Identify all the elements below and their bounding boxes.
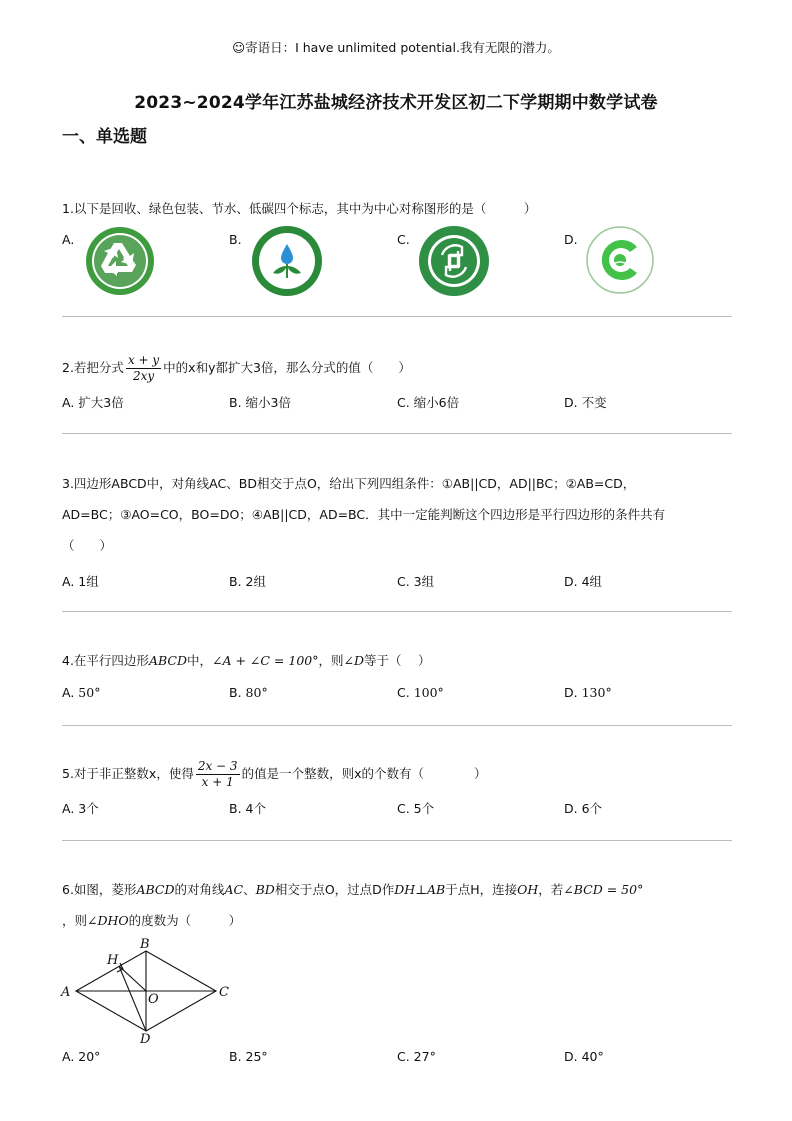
- water-drop-logo-icon: [250, 224, 324, 298]
- low-carbon-logo-icon: [418, 225, 490, 297]
- q4-option-c-label: C.: [397, 685, 410, 700]
- q6-line2-pre: ，则: [62, 913, 88, 928]
- q6-math-1: ABCD: [136, 882, 175, 897]
- q5-frac-denominator: x + 1: [201, 775, 234, 789]
- q6-text-1: 6.如图，菱形: [62, 882, 137, 897]
- q5-option-d: D. 6个: [564, 801, 603, 816]
- q6-text-6: ，若: [538, 882, 564, 897]
- q6-math-5: OH: [517, 882, 539, 897]
- label-o: O: [148, 992, 159, 1007]
- q3-option-c: C. 3组: [397, 574, 435, 589]
- q4-option-c-value: 100°: [413, 685, 444, 700]
- q4-option-a-value: 50°: [78, 685, 101, 700]
- q4-shape: ABCD: [148, 653, 187, 668]
- question-2-stem: [62, 351, 411, 385]
- q4-option-c: [397, 685, 444, 700]
- q2-frac-numerator: x + y: [127, 353, 160, 367]
- q4-stem-mid2: ，则: [318, 653, 344, 668]
- q5-option-c: C. 5个: [397, 801, 435, 816]
- q3-option-a: A. 1组: [62, 574, 99, 589]
- label-a: A: [61, 985, 71, 1000]
- q1-option-d-label: D.: [564, 232, 578, 247]
- q2-option-b: B. 缩小3倍: [229, 395, 291, 410]
- q1-option-b-label: B.: [229, 232, 242, 247]
- q5-option-a: A. 3个: [62, 801, 99, 816]
- q5-frac-numerator: 2x − 3: [197, 759, 238, 773]
- motto: ☺寄语日：I have unlimited potential.我有无限的潜力。: [232, 40, 560, 55]
- question-1-stem: 1.以下是回收、绿色包装、节水、低碳四个标志，其中为中心对称图形的是（ ）: [62, 201, 537, 216]
- section-heading: 一、单选题: [62, 127, 147, 147]
- green-packaging-logo-icon: [585, 225, 655, 295]
- q5-stem-post: 的值是一个整数，则x的个数有（ ）: [241, 766, 487, 781]
- q4-stem-mid: 中，: [186, 653, 212, 668]
- q2-fraction: [126, 353, 161, 384]
- divider: [62, 725, 732, 726]
- q6-text-2: 的对角线: [174, 882, 225, 897]
- q2-stem-pre: 2.若把分式: [62, 360, 124, 375]
- q6-math-2: AC: [224, 882, 244, 897]
- question-5-stem: [62, 757, 486, 791]
- q4-formula: ∠A + ∠C = 100°: [211, 653, 319, 668]
- q4-option-b-value: 80°: [245, 685, 268, 700]
- label-d: D: [140, 1032, 151, 1045]
- q5-stem-pre: 5.对于非正整数x，使得: [62, 766, 194, 781]
- q4-option-b-label: B.: [229, 685, 242, 700]
- divider: [62, 840, 732, 841]
- q6-text-3: 、: [243, 882, 256, 897]
- q4-option-a-label: A.: [62, 685, 75, 700]
- page-title: 2023~2024学年江苏盐城经济技术开发区初二下学期期中数学试卷: [134, 93, 658, 113]
- q2-option-d: D. 不变: [564, 395, 607, 410]
- q4-option-d: [564, 685, 612, 700]
- q5-fraction: [196, 759, 240, 790]
- q6-line2-post: 的度数为（ ）: [128, 913, 242, 928]
- label-b: B: [140, 937, 150, 952]
- q6-line2-math: ∠DHO: [87, 913, 129, 928]
- q4-stem-pre: 4.在平行四边形: [62, 653, 149, 668]
- q2-stem-post: 中的x和y都扩大3倍，那么分式的值（ ）: [163, 360, 411, 375]
- segment-oh: [119, 966, 146, 991]
- rhombus-diagram: [58, 935, 238, 1045]
- divider: [62, 433, 732, 434]
- q2-option-a: A. 扩大3倍: [62, 395, 124, 410]
- q4-target: ∠D: [343, 653, 364, 668]
- q3-option-b: B. 2组: [229, 574, 266, 589]
- label-h: H: [107, 953, 119, 968]
- question-3-line3: （ ）: [62, 538, 113, 553]
- q4-option-d-label: D.: [564, 685, 578, 700]
- question-4-stem: [62, 652, 430, 670]
- q6-math-3: BD: [255, 882, 275, 897]
- q1-option-c-label: C.: [397, 232, 410, 247]
- question-3-line2: AD=BC；③AO=CO，BO=DO；④AB||CD，AD=BC．其中一定能判断这个四边形是平行四边形的条件共有: [62, 507, 666, 522]
- q4-option-a: [62, 685, 100, 700]
- q2-option-c: C. 缩小6倍: [397, 395, 460, 410]
- divider: [62, 611, 732, 612]
- q6-math-4: DH⊥AB: [394, 882, 446, 897]
- q6-math-6: ∠BCD = 50°: [563, 882, 644, 897]
- q6-text-5: 于点H，连接: [445, 882, 518, 897]
- q6-option-c: C. 27°: [397, 1049, 436, 1064]
- q2-frac-denominator: 2xy: [132, 369, 155, 383]
- q6-option-a: A. 20°: [62, 1049, 101, 1064]
- q5-option-b: B. 4个: [229, 801, 266, 816]
- q6-option-d: D. 40°: [564, 1049, 604, 1064]
- question-3-line1: 3.四边形ABCD中，对角线AC、BD相交于点O，给出下列四组条件：①AB||CD，AD||BC；②AB=CD，: [62, 476, 636, 491]
- q1-option-a-label: A.: [62, 232, 75, 247]
- q4-option-b: [229, 685, 268, 700]
- q4-stem-post: 等于（ ）: [364, 653, 431, 668]
- label-c: C: [219, 985, 229, 1000]
- recycle-logo-icon: [84, 225, 156, 297]
- q3-option-d: D. 4组: [564, 574, 603, 589]
- divider: [62, 316, 732, 317]
- q6-text-4: 相交于点O，过点D作: [274, 882, 395, 897]
- segment-dh: [119, 966, 146, 1031]
- q4-option-d-value: 130°: [581, 685, 612, 700]
- q6-option-b: B. 25°: [229, 1049, 268, 1064]
- question-6-line1: [62, 881, 643, 899]
- question-6-line2: [62, 912, 241, 930]
